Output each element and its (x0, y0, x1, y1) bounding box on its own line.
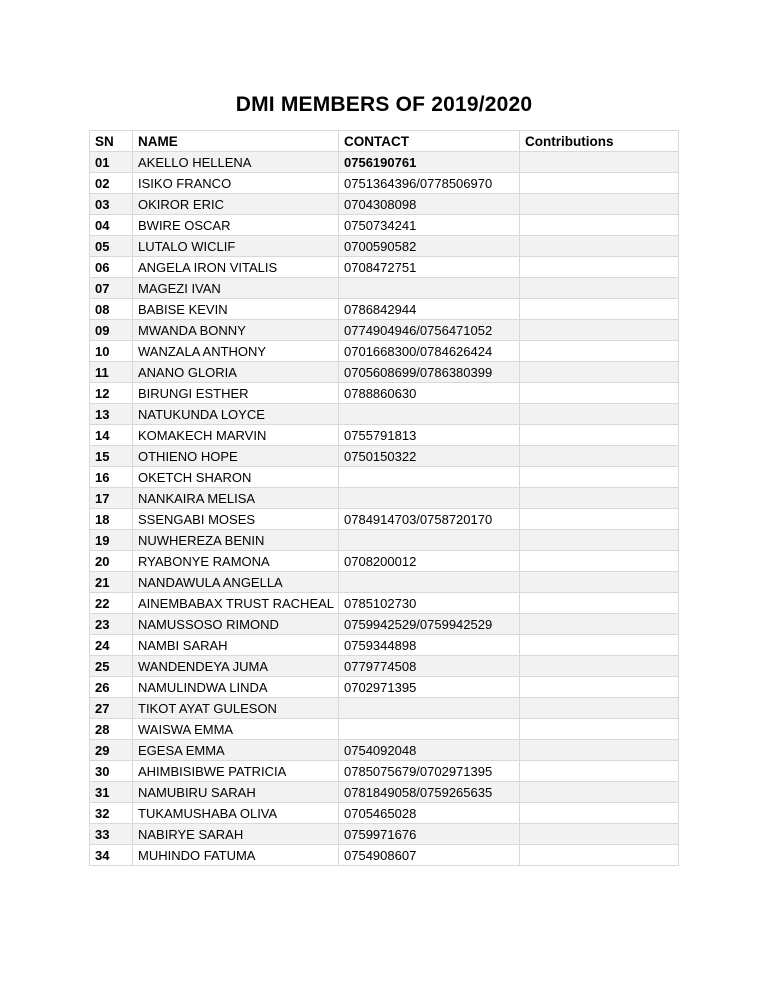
name-cell: AKELLO HELLENA (133, 152, 339, 173)
contact-cell: 0751364396/0778506970 (339, 173, 520, 194)
contributions-cell (520, 467, 679, 488)
table-row (90, 425, 679, 446)
name-cell: TIKOT AYAT GULESON (133, 698, 339, 719)
table-row (90, 782, 679, 803)
contact-cell (339, 719, 520, 740)
sn-cell: 06 (90, 257, 133, 278)
sn-cell: 11 (90, 362, 133, 383)
sn-cell: 05 (90, 236, 133, 257)
table-row (90, 446, 679, 467)
contact-cell: 0785075679/0702971395 (339, 761, 520, 782)
sn-cell: 31 (90, 782, 133, 803)
sn-cell: 02 (90, 173, 133, 194)
sn-cell: 17 (90, 488, 133, 509)
contact-cell: 0705608699/0786380399 (339, 362, 520, 383)
sn-cell: 34 (90, 845, 133, 866)
table-row (90, 341, 679, 362)
sn-cell: 16 (90, 467, 133, 488)
contact-cell: 0755791813 (339, 425, 520, 446)
table-row (90, 803, 679, 824)
contact-cell (339, 698, 520, 719)
contributions-cell (520, 677, 679, 698)
sn-cell: 10 (90, 341, 133, 362)
contributions-cell (520, 404, 679, 425)
table-row (90, 488, 679, 509)
name-cell: NAMUSSOSO RIMOND (133, 614, 339, 635)
contact-cell: 0781849058/0759265635 (339, 782, 520, 803)
contact-cell: 0704308098 (339, 194, 520, 215)
contributions-cell (520, 635, 679, 656)
contact-cell: 0788860630 (339, 383, 520, 404)
table-row (90, 551, 679, 572)
members-table-body (90, 152, 679, 866)
name-cell: LUTALO WICLIF (133, 236, 339, 257)
contact-cell: 0708472751 (339, 257, 520, 278)
sn-cell: 01 (90, 152, 133, 173)
contributions-cell (520, 782, 679, 803)
contact-cell (339, 278, 520, 299)
sn-cell: 32 (90, 803, 133, 824)
contributions-cell (520, 530, 679, 551)
table-row (90, 530, 679, 551)
contributions-cell (520, 719, 679, 740)
table-row (90, 383, 679, 404)
contact-cell: 0750734241 (339, 215, 520, 236)
sn-cell: 26 (90, 677, 133, 698)
contact-cell: 0754908607 (339, 845, 520, 866)
table-row (90, 194, 679, 215)
name-cell: ANANO GLORIA (133, 362, 339, 383)
table-row (90, 236, 679, 257)
contributions-cell (520, 320, 679, 341)
name-cell: RYABONYE RAMONA (133, 551, 339, 572)
table-row (90, 509, 679, 530)
sn-cell: 25 (90, 656, 133, 677)
sn-cell: 14 (90, 425, 133, 446)
sn-cell: 08 (90, 299, 133, 320)
contact-cell: 0774904946/0756471052 (339, 320, 520, 341)
contact-cell (339, 404, 520, 425)
contributions-cell (520, 593, 679, 614)
table-row (90, 404, 679, 425)
name-cell: BWIRE OSCAR (133, 215, 339, 236)
contact-cell (339, 467, 520, 488)
name-cell: NATUKUNDA LOYCE (133, 404, 339, 425)
contributions-cell (520, 362, 679, 383)
table-row (90, 278, 679, 299)
table-row (90, 593, 679, 614)
contributions-cell (520, 299, 679, 320)
contributions-cell (520, 278, 679, 299)
sn-cell: 09 (90, 320, 133, 341)
table-row (90, 698, 679, 719)
contact-cell: 0754092048 (339, 740, 520, 761)
contact-cell: 0701668300/0784626424 (339, 341, 520, 362)
sn-cell: 12 (90, 383, 133, 404)
name-cell: BABISE KEVIN (133, 299, 339, 320)
name-cell: NANDAWULA ANGELLA (133, 572, 339, 593)
sn-cell: 07 (90, 278, 133, 299)
contributions-cell (520, 572, 679, 593)
sn-cell: 21 (90, 572, 133, 593)
table-row (90, 761, 679, 782)
table-row (90, 719, 679, 740)
table-row (90, 173, 679, 194)
table-row (90, 257, 679, 278)
name-cell: AINEMBABAX TRUST RACHEAL (133, 593, 339, 614)
contact-cell: 0708200012 (339, 551, 520, 572)
contributions-cell (520, 383, 679, 404)
contact-cell: 0786842944 (339, 299, 520, 320)
column-header-sn: SN (90, 131, 133, 152)
contributions-cell (520, 488, 679, 509)
contact-cell: 0779774508 (339, 656, 520, 677)
sn-cell: 04 (90, 215, 133, 236)
table-row (90, 362, 679, 383)
name-cell: WANDENDEYA JUMA (133, 656, 339, 677)
contributions-cell (520, 236, 679, 257)
sn-cell: 20 (90, 551, 133, 572)
sn-cell: 22 (90, 593, 133, 614)
contributions-cell (520, 152, 679, 173)
table-row (90, 572, 679, 593)
contact-cell: 0750150322 (339, 446, 520, 467)
contact-cell: 0702971395 (339, 677, 520, 698)
contact-cell (339, 488, 520, 509)
contributions-cell (520, 173, 679, 194)
members-table (89, 130, 679, 866)
contributions-cell (520, 257, 679, 278)
name-cell: NAMUBIRU SARAH (133, 782, 339, 803)
sn-cell: 18 (90, 509, 133, 530)
table-row (90, 845, 679, 866)
sn-cell: 15 (90, 446, 133, 467)
name-cell: NAMULINDWA LINDA (133, 677, 339, 698)
name-cell: BIRUNGI ESTHER (133, 383, 339, 404)
sn-cell: 29 (90, 740, 133, 761)
contributions-cell (520, 698, 679, 719)
contributions-cell (520, 425, 679, 446)
contributions-cell (520, 446, 679, 467)
sn-cell: 30 (90, 761, 133, 782)
contributions-cell (520, 761, 679, 782)
contributions-cell (520, 824, 679, 845)
name-cell: EGESA EMMA (133, 740, 339, 761)
name-cell: AHIMBISIBWE PATRICIA (133, 761, 339, 782)
contributions-cell (520, 215, 679, 236)
table-row (90, 320, 679, 341)
sn-cell: 13 (90, 404, 133, 425)
table-header-row (90, 131, 679, 152)
table-row (90, 299, 679, 320)
name-cell: WAISWA EMMA (133, 719, 339, 740)
contributions-cell (520, 341, 679, 362)
contributions-cell (520, 194, 679, 215)
sn-cell: 28 (90, 719, 133, 740)
name-cell: OKETCH SHARON (133, 467, 339, 488)
name-cell: WANZALA ANTHONY (133, 341, 339, 362)
name-cell: OTHIENO HOPE (133, 446, 339, 467)
contributions-cell (520, 656, 679, 677)
sn-cell: 33 (90, 824, 133, 845)
name-cell: ISIKO FRANCO (133, 173, 339, 194)
contact-cell: 0759942529/0759942529 (339, 614, 520, 635)
contact-cell: 0784914703/0758720170 (339, 509, 520, 530)
name-cell: MWANDA BONNY (133, 320, 339, 341)
sn-cell: 27 (90, 698, 133, 719)
column-header-contact: CONTACT (339, 131, 520, 152)
name-cell: MAGEZI IVAN (133, 278, 339, 299)
contributions-cell (520, 740, 679, 761)
name-cell: KOMAKECH MARVIN (133, 425, 339, 446)
name-cell: SSENGABI MOSES (133, 509, 339, 530)
column-header-contributions: Contributions (520, 131, 679, 152)
contact-cell: 0759971676 (339, 824, 520, 845)
table-row (90, 614, 679, 635)
name-cell: TUKAMUSHABA OLIVA (133, 803, 339, 824)
name-cell: NUWHEREZA BENIN (133, 530, 339, 551)
contact-cell (339, 530, 520, 551)
table-row (90, 740, 679, 761)
page-title: DMI MEMBERS OF 2019/2020 (235, 93, 533, 116)
contributions-cell (520, 803, 679, 824)
contributions-cell (520, 845, 679, 866)
name-cell: NABIRYE SARAH (133, 824, 339, 845)
table-row (90, 677, 679, 698)
contact-cell (339, 572, 520, 593)
table-row (90, 215, 679, 236)
table-row (90, 824, 679, 845)
contributions-cell (520, 509, 679, 530)
table-row (90, 467, 679, 488)
sn-cell: 24 (90, 635, 133, 656)
contributions-cell (520, 551, 679, 572)
table-row (90, 152, 679, 173)
contact-cell: 0705465028 (339, 803, 520, 824)
table-row (90, 635, 679, 656)
table-row (90, 656, 679, 677)
contributions-cell (520, 614, 679, 635)
name-cell: ANGELA IRON VITALIS (133, 257, 339, 278)
column-header-name: NAME (133, 131, 339, 152)
sn-cell: 19 (90, 530, 133, 551)
contact-cell: 0785102730 (339, 593, 520, 614)
contact-cell: 0700590582 (339, 236, 520, 257)
contact-cell: 0759344898 (339, 635, 520, 656)
contact-cell: 0756190761 (339, 152, 520, 173)
name-cell: OKIROR ERIC (133, 194, 339, 215)
name-cell: NANKAIRA MELISA (133, 488, 339, 509)
sn-cell: 03 (90, 194, 133, 215)
sn-cell: 23 (90, 614, 133, 635)
name-cell: NAMBI SARAH (133, 635, 339, 656)
name-cell: MUHINDO FATUMA (133, 845, 339, 866)
